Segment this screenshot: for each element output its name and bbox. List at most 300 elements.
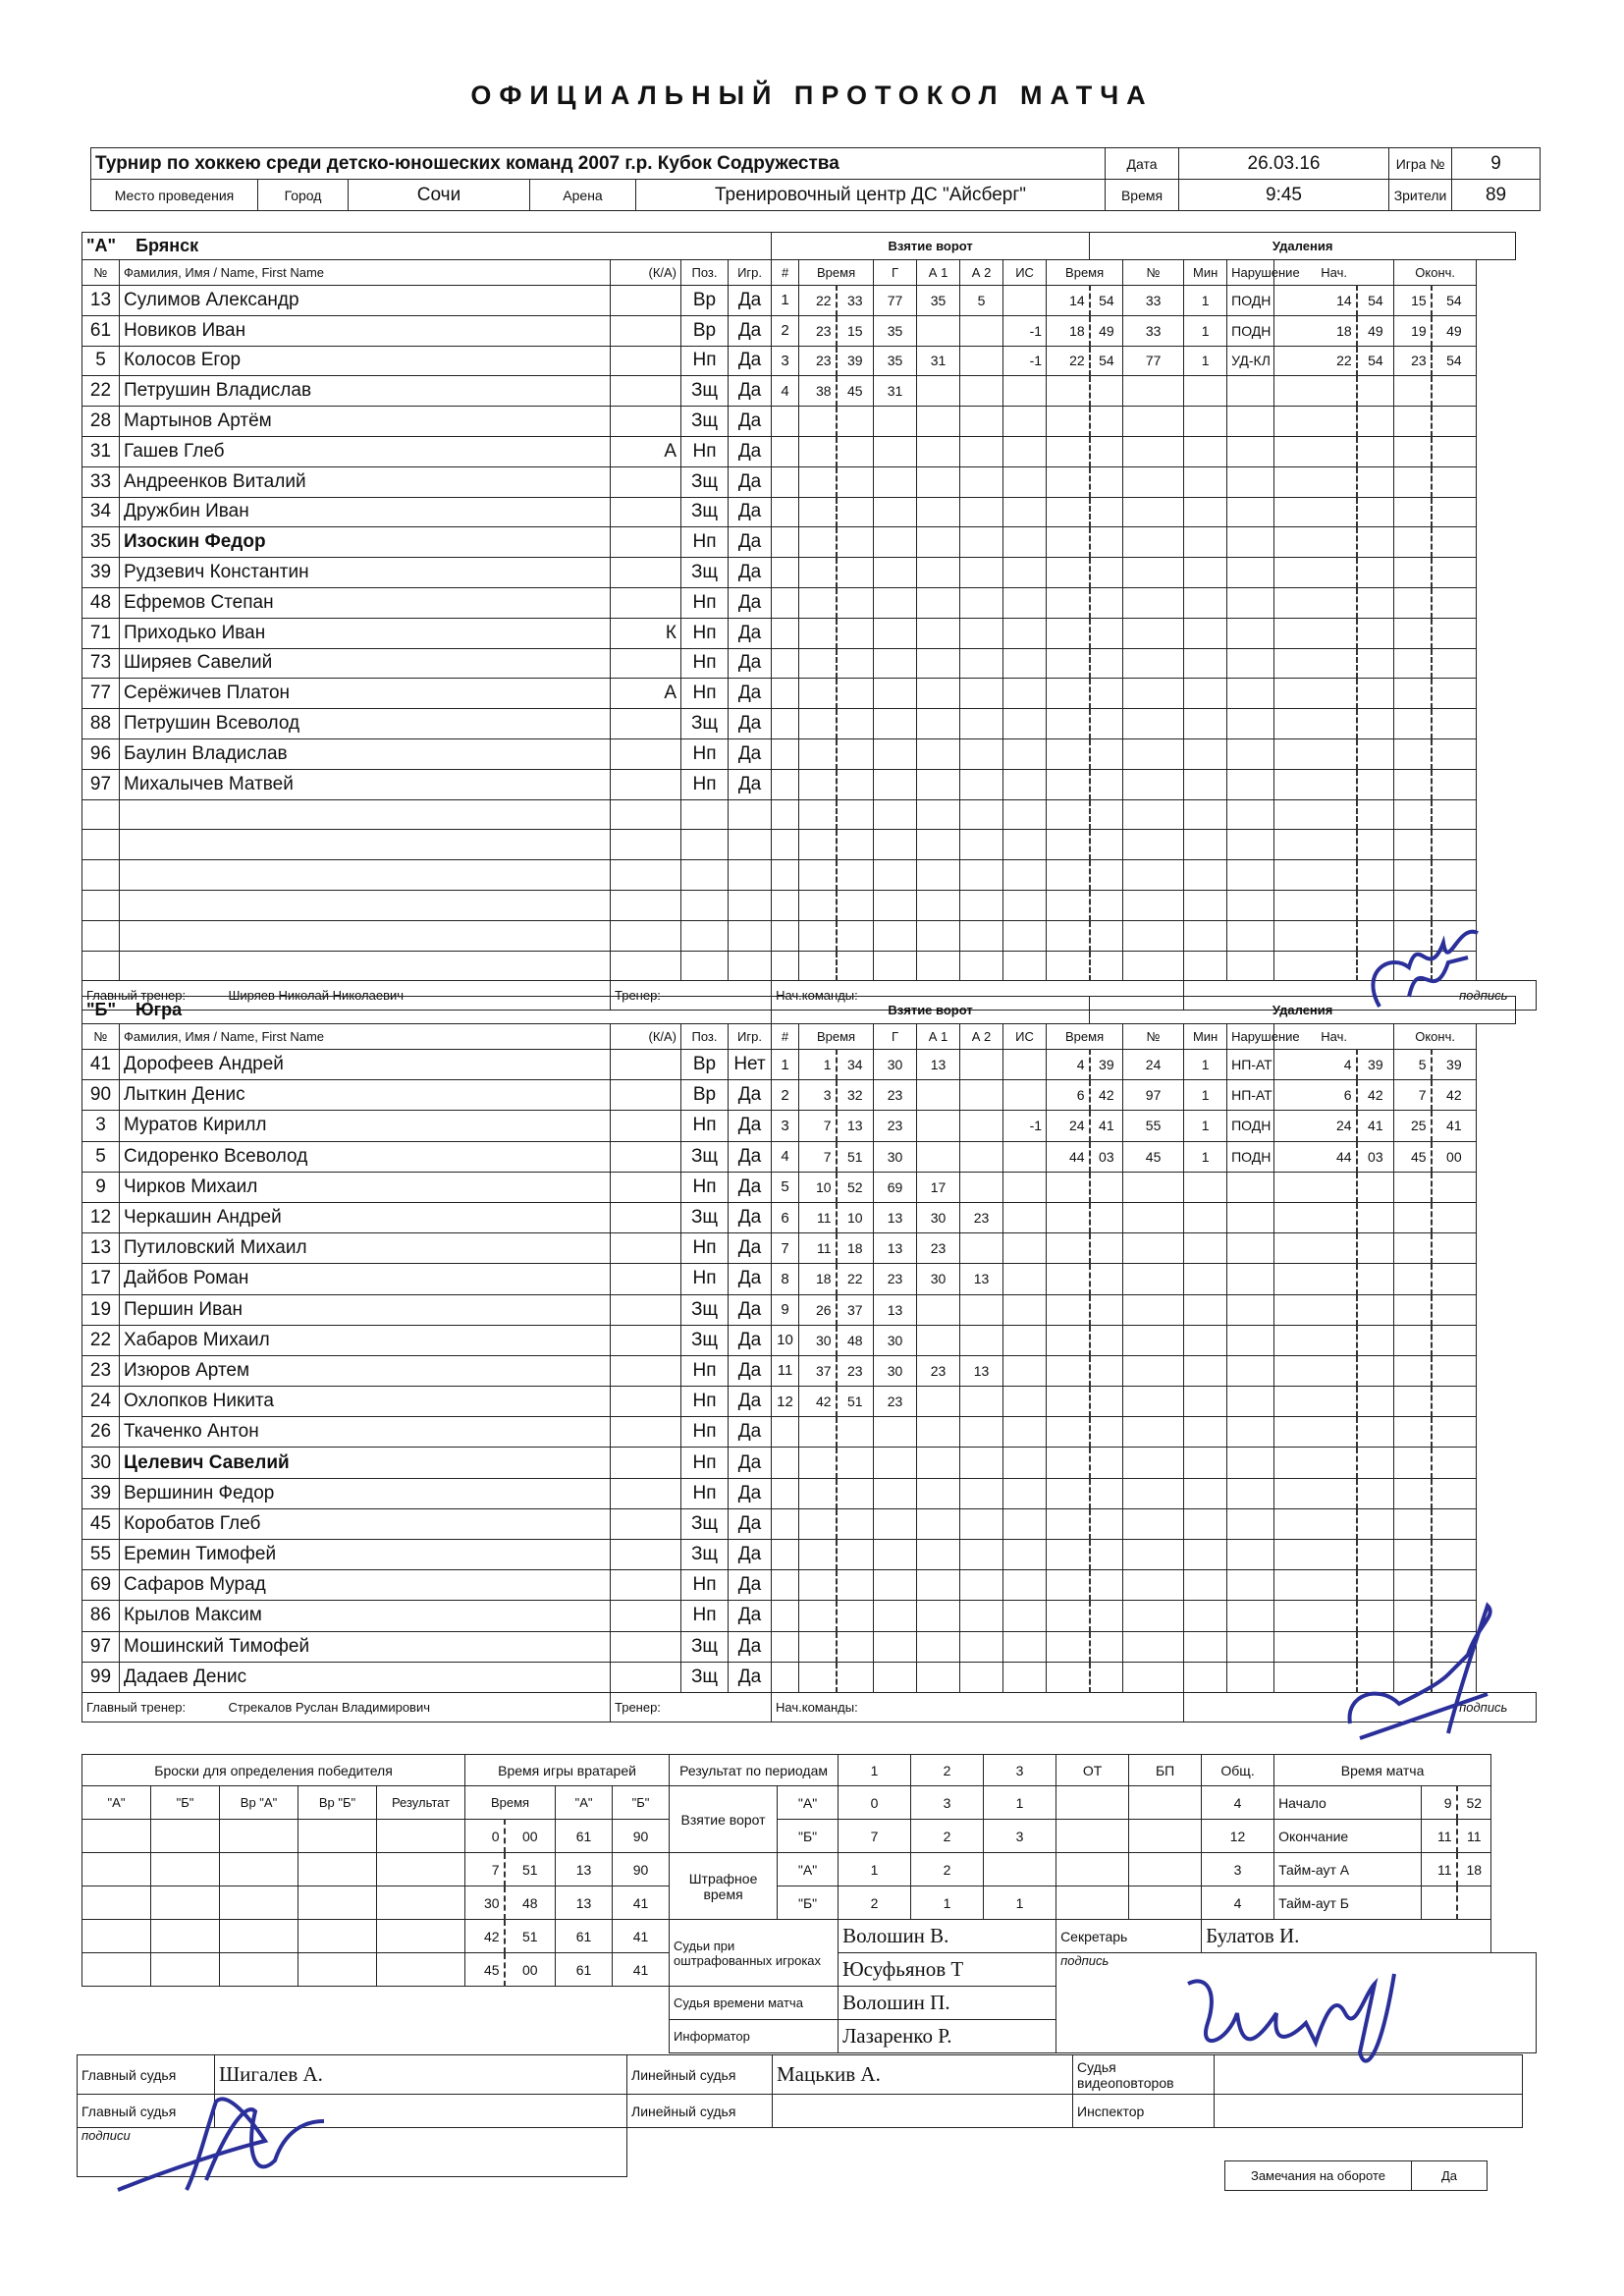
header-ka: (К/А)	[611, 1024, 681, 1050]
goalie-change-sec: 00	[505, 1820, 556, 1853]
game-number-label: Игра №	[1389, 148, 1452, 180]
goal-assist-2	[960, 1294, 1003, 1325]
player-number: 99	[82, 1662, 120, 1692]
goal-minute	[799, 436, 837, 466]
head-coach-name: Ширяев Николай Николаевич	[228, 988, 405, 1004]
penalty-end-sec	[1432, 618, 1477, 648]
penalty-minutes	[1184, 497, 1227, 527]
empty-cell	[220, 1820, 298, 1853]
goal-number	[772, 709, 799, 739]
penalty-end-sec	[1432, 1540, 1477, 1570]
goal-scorer: 13	[874, 1233, 917, 1264]
penalty-minutes	[1184, 1448, 1227, 1478]
penalty-minutes	[1184, 769, 1227, 799]
goal-number	[772, 466, 799, 497]
player-number: 30	[82, 1448, 120, 1478]
goal-situation	[1003, 769, 1047, 799]
header-penalty-time: Время	[1047, 1024, 1123, 1050]
empty-cell	[611, 830, 681, 860]
informer-label: Информатор	[670, 2020, 839, 2053]
penalty-minutes	[1184, 1325, 1227, 1355]
player-captain-mark	[611, 346, 681, 376]
player-name: Михалычев Матвей	[120, 769, 611, 799]
penalty-minutes	[1184, 1264, 1227, 1294]
penalty-start-sec	[1357, 376, 1394, 407]
penalty-violation: НП-АТ	[1227, 1050, 1274, 1080]
player-name: Крылов Максим	[120, 1601, 611, 1631]
player-position: Нп	[681, 436, 729, 466]
penalty-minute: 14	[1047, 286, 1090, 316]
player-name: Еремин Тимофей	[120, 1540, 611, 1570]
penalty-minutes	[1184, 1662, 1227, 1692]
penalty-minute	[1047, 1448, 1090, 1478]
penalty-end-sec: 42	[1432, 1080, 1477, 1111]
goalie-b-number: 41	[613, 1953, 670, 1987]
penalty-second	[1090, 1417, 1123, 1448]
penalty-minute	[1047, 709, 1090, 739]
penalty-minutes: 1	[1184, 1050, 1227, 1080]
penalty-player	[1123, 587, 1184, 618]
player-played: Да	[729, 618, 772, 648]
empty-cell	[82, 1853, 151, 1886]
spectators-value: 89	[1452, 180, 1541, 211]
penalty-minute	[1047, 1478, 1090, 1508]
penalty-minutes	[1184, 1508, 1227, 1539]
penalty-minute	[1047, 1233, 1090, 1264]
header-penalty-minutes: Мин	[1184, 1024, 1227, 1050]
penalty-start-min: 44	[1274, 1141, 1357, 1172]
goal-assist-1	[917, 436, 960, 466]
penalty-player	[1123, 558, 1184, 588]
goal-situation	[1003, 1570, 1047, 1601]
goal-scorer: 69	[874, 1172, 917, 1202]
goal-minute: 22	[799, 286, 837, 316]
penalty-end-min: 45	[1394, 1141, 1432, 1172]
player-number: 48	[82, 587, 120, 618]
goal-assist-2	[960, 799, 1003, 830]
goal-situation: -1	[1003, 1111, 1047, 1141]
period-pim-b: 2	[839, 1886, 911, 1920]
player-captain-mark	[611, 286, 681, 316]
penalty-player	[1123, 860, 1184, 891]
player-number: 61	[82, 315, 120, 346]
goal-minute	[799, 587, 837, 618]
goal-second: 39	[837, 346, 874, 376]
player-position: Зщ	[681, 1662, 729, 1692]
goal-assist-1	[917, 315, 960, 346]
shootout-column-header: Результат	[377, 1786, 465, 1820]
goal-assist-2: 23	[960, 1202, 1003, 1232]
goal-assist-2	[960, 618, 1003, 648]
header-penalty-end: Оконч.	[1394, 1024, 1477, 1050]
goal-situation	[1003, 1202, 1047, 1232]
penalty-minute	[1047, 1601, 1090, 1631]
penalty-start-min	[1274, 1540, 1357, 1570]
penalty-minutes	[1184, 951, 1227, 981]
player-row	[82, 1294, 1537, 1325]
penalty-start-sec	[1357, 1172, 1394, 1202]
penalty-start-min	[1274, 497, 1357, 527]
goal-assist-2	[960, 587, 1003, 618]
penalty-second	[1090, 1448, 1123, 1478]
player-name: Серёжичев Платон	[120, 679, 611, 709]
player-played: Да	[729, 1080, 772, 1111]
player-position: Зщ	[681, 1141, 729, 1172]
penalty-start-min	[1274, 799, 1357, 830]
empty-cell	[120, 890, 611, 920]
penalty-minutes: 1	[1184, 1111, 1227, 1141]
penalty-minutes	[1184, 799, 1227, 830]
penalty-minutes	[1184, 407, 1227, 437]
penalty-start-min	[1274, 527, 1357, 558]
player-row	[82, 860, 1537, 891]
penalty-minute	[1047, 1570, 1090, 1601]
empty-cell	[611, 920, 681, 951]
head-coach-label: Главный тренер:	[86, 1699, 187, 1715]
penalty-minute	[1047, 1264, 1090, 1294]
goal-situation	[1003, 1355, 1047, 1386]
empty-cell	[465, 1987, 505, 2020]
penalty-violation	[1227, 436, 1274, 466]
header-goal-time: Время	[799, 260, 874, 286]
header-penalty-number: №	[1123, 1024, 1184, 1050]
goal-minute: 18	[799, 1264, 837, 1294]
player-captain-mark	[611, 769, 681, 799]
player-position: Нп	[681, 587, 729, 618]
penalty-end-sec: 49	[1432, 315, 1477, 346]
goal-assist-1	[917, 1325, 960, 1355]
penalty-minute: 22	[1047, 346, 1090, 376]
player-name: Ширяев Савелий	[120, 648, 611, 679]
penalty-minute	[1047, 1202, 1090, 1232]
empty-cell	[681, 799, 729, 830]
penalty-player: 55	[1123, 1111, 1184, 1141]
penalty-minute	[1047, 466, 1090, 497]
penalty-player: 77	[1123, 346, 1184, 376]
penalty-player: 97	[1123, 1080, 1184, 1111]
player-name: Андреенков Виталий	[120, 466, 611, 497]
goal-assist-2	[960, 890, 1003, 920]
penalty-violation: УД-КЛ	[1227, 346, 1274, 376]
player-captain-mark	[611, 1631, 681, 1662]
penalty-player	[1123, 1601, 1184, 1631]
penalty-player	[1123, 1264, 1184, 1294]
penalty-second	[1090, 466, 1123, 497]
goalie-a-number: 13	[556, 1853, 613, 1886]
penalty-violation	[1227, 920, 1274, 951]
goal-assist-1	[917, 920, 960, 951]
player-captain-mark	[611, 1325, 681, 1355]
penalty-end-sec	[1432, 587, 1477, 618]
goal-minute	[799, 618, 837, 648]
penalty-start-min: 4	[1274, 1050, 1357, 1080]
player-captain-mark	[611, 1355, 681, 1386]
player-captain-mark: К	[611, 618, 681, 648]
goalie-b-number: 41	[613, 1920, 670, 1953]
player-position: Зщ	[681, 1631, 729, 1662]
empty-cell	[465, 2020, 505, 2053]
penalty-minute	[1047, 890, 1090, 920]
period-pim-a: 1	[839, 1853, 911, 1886]
goal-scorer	[874, 738, 917, 769]
penalty-end-min	[1394, 799, 1432, 830]
penalty-violation	[1227, 738, 1274, 769]
player-played: Да	[729, 286, 772, 316]
goal-second	[837, 890, 874, 920]
goal-situation	[1003, 830, 1047, 860]
penalty-minute: 4	[1047, 1050, 1090, 1080]
penalty-minutes	[1184, 1601, 1227, 1631]
penalty-violation	[1227, 769, 1274, 799]
player-number: 96	[82, 738, 120, 769]
period-pim-b	[1056, 1886, 1129, 1920]
player-captain-mark	[611, 466, 681, 497]
goal-assist-2	[960, 407, 1003, 437]
goal-second	[837, 1540, 874, 1570]
penalty-start-sec: 41	[1357, 1111, 1394, 1141]
player-row	[82, 890, 1537, 920]
penalty-minute	[1047, 951, 1090, 981]
penalty-minutes	[1184, 466, 1227, 497]
penalty-end-min: 19	[1394, 315, 1432, 346]
empty-cell	[377, 1886, 465, 1920]
empty-cell	[298, 1853, 377, 1886]
penalty-violation	[1227, 1417, 1274, 1448]
player-row	[82, 1050, 1537, 1080]
penalty-start-sec: 03	[1357, 1141, 1394, 1172]
goal-scorer	[874, 648, 917, 679]
penalty-minutes: 1	[1184, 286, 1227, 316]
goal-minute	[799, 920, 837, 951]
player-position: Нп	[681, 1264, 729, 1294]
penalty-start-sec	[1357, 1540, 1394, 1570]
date-label: Дата	[1106, 148, 1179, 180]
player-position: Зщ	[681, 497, 729, 527]
player-row	[82, 558, 1537, 588]
penalty-player	[1123, 527, 1184, 558]
penalty-violation	[1227, 618, 1274, 648]
player-captain-mark	[611, 1601, 681, 1631]
goal-second	[837, 618, 874, 648]
shootout-column-header: Вр "Б"	[298, 1786, 377, 1820]
empty-cell	[82, 860, 120, 891]
player-number: 77	[82, 679, 120, 709]
penalty-violation: ПОДН	[1227, 286, 1274, 316]
handwritten-signature-coach-a	[1350, 913, 1497, 1026]
penalty-end-sec	[1432, 1478, 1477, 1508]
player-row	[82, 1631, 1537, 1662]
goal-number	[772, 1631, 799, 1662]
penalty-second	[1090, 830, 1123, 860]
goal-minute	[799, 890, 837, 920]
goal-situation	[1003, 799, 1047, 830]
goal-assist-1	[917, 497, 960, 527]
empty-cell	[611, 799, 681, 830]
penalty-minutes	[1184, 1172, 1227, 1202]
player-number: 34	[82, 497, 120, 527]
player-captain-mark	[611, 1570, 681, 1601]
empty-cell	[82, 799, 120, 830]
penalty-minutes: 1	[1184, 1141, 1227, 1172]
goal-minute	[799, 1601, 837, 1631]
goal-number	[772, 527, 799, 558]
player-row	[82, 497, 1537, 527]
penalty-end-sec: 54	[1432, 286, 1477, 316]
goal-assist-1	[917, 1387, 960, 1417]
penalty-start-sec	[1357, 799, 1394, 830]
goal-minute	[799, 1662, 837, 1692]
player-position: Нп	[681, 1448, 729, 1478]
penalty-second	[1090, 890, 1123, 920]
goal-assist-1	[917, 860, 960, 891]
penalty-end-min: 23	[1394, 346, 1432, 376]
goal-scorer: 13	[874, 1202, 917, 1232]
period-column-header: 1	[839, 1755, 911, 1786]
penalty-end-sec	[1432, 436, 1477, 466]
penalty-player	[1123, 1448, 1184, 1478]
tournament-name: Турнир по хоккею среди детско-юношеских команд 2007 г.р. Кубок Содружества	[91, 148, 1106, 180]
penalty-second: 54	[1090, 346, 1123, 376]
penalty-violation	[1227, 527, 1274, 558]
player-name: Дадаев Денис	[120, 1662, 611, 1692]
penalty-violation: ПОДН	[1227, 1141, 1274, 1172]
penalty-end-sec	[1432, 407, 1477, 437]
goal-situation	[1003, 1601, 1047, 1631]
spectators-label: Зрители	[1389, 180, 1452, 211]
penalty-start-min	[1274, 890, 1357, 920]
goal-assist-2	[960, 436, 1003, 466]
goal-assist-1	[917, 679, 960, 709]
player-position: Нп	[681, 1172, 729, 1202]
match-time-sec	[1457, 1886, 1491, 1920]
time-value: 9:45	[1179, 180, 1389, 211]
penalty-violation	[1227, 951, 1274, 981]
penalty-minutes	[1184, 1294, 1227, 1325]
penalty-second	[1090, 860, 1123, 891]
goal-scorer	[874, 618, 917, 648]
player-row	[82, 1478, 1537, 1508]
goal-minute	[799, 648, 837, 679]
penalty-second	[1090, 436, 1123, 466]
player-position: Нп	[681, 769, 729, 799]
penalty-player: 33	[1123, 315, 1184, 346]
header-played: Игр.	[729, 260, 772, 286]
period-column-header: Общ.	[1202, 1755, 1274, 1786]
match-time-title: Время матча	[1274, 1755, 1491, 1786]
goal-situation	[1003, 1294, 1047, 1325]
penalty-end-min	[1394, 587, 1432, 618]
penalty-minute	[1047, 527, 1090, 558]
player-number: 13	[82, 286, 120, 316]
penalty-start-sec: 39	[1357, 1050, 1394, 1080]
player-name: Сафаров Мурад	[120, 1570, 611, 1601]
penalty-second	[1090, 1233, 1123, 1264]
empty-cell	[611, 860, 681, 891]
empty-cell	[120, 830, 611, 860]
player-row	[82, 1233, 1537, 1264]
goal-number	[772, 1601, 799, 1631]
header-number: №	[82, 1024, 120, 1050]
player-row	[82, 407, 1537, 437]
penalty-violation	[1227, 1508, 1274, 1539]
penalty-end-min	[1394, 1448, 1432, 1478]
penalty-minute	[1047, 1387, 1090, 1417]
goal-situation	[1003, 920, 1047, 951]
penalty-player	[1123, 799, 1184, 830]
player-number: 31	[82, 436, 120, 466]
date-value: 26.03.16	[1179, 148, 1389, 180]
player-position: Нп	[681, 1570, 729, 1601]
team-a-tag: "А"	[778, 1786, 839, 1820]
player-played: Да	[729, 1387, 772, 1417]
goal-assist-1	[917, 527, 960, 558]
goal-assist-2	[960, 1080, 1003, 1111]
shootout-column-header: "А"	[82, 1786, 151, 1820]
penalties-header: Удаления	[1090, 997, 1516, 1024]
penalty-start-min	[1274, 587, 1357, 618]
goal-second: 51	[837, 1141, 874, 1172]
penalty-minute	[1047, 679, 1090, 709]
goal-assist-1: 13	[917, 1050, 960, 1080]
empty-cell	[611, 951, 681, 981]
goal-assist-2	[960, 497, 1003, 527]
goal-assist-1	[917, 407, 960, 437]
player-played: Да	[729, 1570, 772, 1601]
penalty-second: 41	[1090, 1111, 1123, 1141]
penalty-violation	[1227, 1631, 1274, 1662]
handwritten-signature-secretary	[1168, 1954, 1424, 2082]
player-number: 23	[82, 1355, 120, 1386]
penalty-start-sec: 49	[1357, 315, 1394, 346]
pim-by-period-label: Штрафное время	[670, 1853, 778, 1920]
penalty-second	[1090, 1662, 1123, 1692]
player-name: Изюров Артем	[120, 1355, 611, 1386]
handwritten-signature-referee	[108, 2072, 334, 2200]
goalie-a-number: 13	[556, 1886, 613, 1920]
player-row	[82, 1662, 1537, 1692]
period-goals-a: 0	[839, 1786, 911, 1820]
player-captain-mark	[611, 1202, 681, 1232]
player-position: Нп	[681, 1417, 729, 1448]
empty-cell	[82, 951, 120, 981]
goal-minute	[799, 830, 837, 860]
penalty-minute	[1047, 1662, 1090, 1692]
header-penalty-start: Нач.	[1274, 260, 1394, 286]
penalty-end-sec	[1432, 1202, 1477, 1232]
player-captain-mark	[611, 738, 681, 769]
penalty-end-min	[1394, 618, 1432, 648]
goal-minute	[799, 1478, 837, 1508]
goal-situation	[1003, 1508, 1047, 1539]
goal-situation	[1003, 1172, 1047, 1202]
period-pim-b: 1	[984, 1886, 1056, 1920]
goal-assist-1	[917, 738, 960, 769]
penalty-violation	[1227, 679, 1274, 709]
player-captain-mark	[611, 709, 681, 739]
empty-cell	[82, 1987, 151, 2020]
player-number: 97	[82, 769, 120, 799]
empty-cell	[729, 920, 772, 951]
penalty-end-min	[1394, 436, 1432, 466]
player-name: Чирков Михаил	[120, 1172, 611, 1202]
goal-assist-2	[960, 558, 1003, 588]
goalie-change-sec: 51	[505, 1853, 556, 1886]
goal-minute	[799, 558, 837, 588]
penalty-second	[1090, 1264, 1123, 1294]
player-captain-mark	[611, 1540, 681, 1570]
player-number: 28	[82, 407, 120, 437]
goal-situation	[1003, 436, 1047, 466]
